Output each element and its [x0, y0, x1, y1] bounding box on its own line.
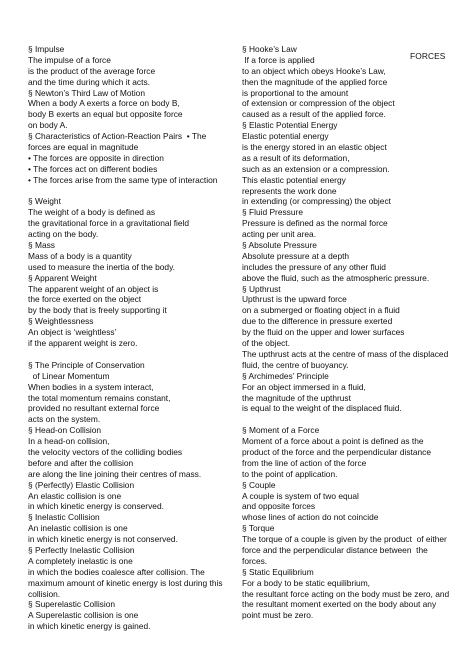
- right-section-heading: § Hooke’s Law: [242, 44, 297, 54]
- right-text-line: then the magnitude of the applied force: [242, 76, 388, 87]
- left-text-column: [28, 44, 228, 632]
- left-section-heading: § Mass: [28, 240, 55, 251]
- right-section-heading: § Static Equilibrium: [242, 566, 314, 577]
- left-section-heading: § Weightlessness: [28, 316, 94, 327]
- right-text-line: in extending (or compressing) the object: [242, 196, 391, 207]
- left-text-line: An object is ‘weightless’: [28, 327, 117, 338]
- right-section-heading: § Absolute Pressure: [242, 240, 317, 251]
- right-text-line: by the fluid on the upper and lower surfaces: [242, 327, 405, 338]
- right-section-heading: § Torque: [242, 523, 275, 534]
- left-text-line: When a body A exerts a force on body B,: [28, 98, 180, 109]
- left-text-line: the force exerted on the object: [28, 294, 142, 305]
- right-text-line: as a result of its deformation,: [242, 152, 350, 163]
- blank-line: [28, 349, 228, 360]
- right-text-column: [242, 44, 452, 621]
- left-text-line: • The forces arise from the same type of interaction: [28, 174, 218, 185]
- left-text-line: in which the bodies coalesce after collision. The: [28, 566, 205, 577]
- right-text-line: of extension or compression of the object: [242, 98, 395, 109]
- right-section-heading: § Couple: [242, 479, 276, 490]
- left-text-line: before and after the collision: [28, 457, 134, 468]
- left-section-heading: § Characteristics of Action-Reaction Pairs • The: [28, 131, 207, 142]
- left-text-line: on body A.: [28, 120, 68, 131]
- right-text-line: and opposite forces: [242, 501, 316, 512]
- left-section-heading: § Impulse: [28, 44, 65, 54]
- left-text-line: collision.: [28, 588, 61, 599]
- right-text-line: Moment of a force about a point is defined as the: [242, 436, 424, 447]
- left-text-line: in which kinetic energy is not conserved.: [28, 534, 178, 545]
- left-section-heading: § The Principle of Conservation: [28, 359, 145, 370]
- right-text-line: above the fluid, such as the atmospheric pressure.: [242, 272, 430, 283]
- right-text-line: If a force is applied: [242, 54, 315, 65]
- left-section-heading: § Perfectly Inelastic Collision: [28, 544, 135, 555]
- left-text-line: provided no resultant external force: [28, 403, 160, 414]
- left-section-heading: § (Perfectly) Elastic Collision: [28, 479, 135, 490]
- right-text-line: of the object.: [242, 338, 290, 349]
- left-text-line: In a head-on collision,: [28, 436, 110, 447]
- right-section-heading: § Upthrust: [242, 283, 281, 294]
- left-text-line: maximum amount of kinetic energy is lost during this: [28, 577, 223, 588]
- left-text-line: in which kinetic energy is conserved.: [28, 501, 164, 512]
- right-text-line: to an object which obeys Hooke’s Law,: [242, 65, 386, 76]
- right-text-line: Upthrust is the upward force: [242, 294, 347, 305]
- right-text-line: due to the difference in pressure exerted: [242, 316, 393, 327]
- left-text-line: forces are equal in magnitude: [28, 142, 139, 153]
- page-header-title: FORCES: [410, 51, 446, 61]
- right-text-line: is proportional to the amount: [242, 87, 349, 98]
- left-text-line: A completely inelastic is one: [28, 555, 133, 566]
- left-section-heading: § Superelastic Collision: [28, 599, 116, 610]
- right-text-line: the resultant force acting on the body must be zero, and: [242, 588, 450, 599]
- left-text-line: The weight of a body is defined as: [28, 207, 156, 218]
- right-text-line: Elastic potential energy: [242, 131, 329, 142]
- blank-line: [28, 186, 228, 197]
- left-text-line: A Superelastic collision is one: [28, 610, 139, 621]
- left-section-heading: § Newton’s Third Law of Motion: [28, 87, 145, 98]
- right-text-line: fluid, the centre of buoyancy.: [242, 359, 349, 370]
- left-text-line: of Linear Momentum: [28, 370, 110, 381]
- left-text-line: When bodies in a system interact,: [28, 381, 154, 392]
- left-text-line: body B exerts an equal but opposite force: [28, 109, 183, 120]
- right-text-line: is equal to the weight of the displaced fluid.: [242, 403, 402, 414]
- left-section-heading: § Weight: [28, 196, 61, 207]
- left-text-line: The impulse of a force: [28, 54, 111, 65]
- right-section-heading: § Moment of a Force: [242, 425, 320, 436]
- right-text-line: Pressure is defined as the normal force: [242, 218, 388, 229]
- right-text-line: the resultant moment exerted on the body about any: [242, 599, 437, 610]
- left-text-line: are along the line joining their centres of mass.: [28, 468, 202, 479]
- right-text-line: This elastic potential energy: [242, 174, 346, 185]
- left-text-line: • The forces act on different bodies: [28, 163, 158, 174]
- left-section-heading: § Apparent Weight: [28, 272, 97, 283]
- right-text-line: on a submerged or floating object in a fluid: [242, 305, 400, 316]
- left-text-line: by the body that is freely supporting it: [28, 305, 167, 316]
- right-text-line: such as an extension or a compression.: [242, 163, 390, 174]
- right-text-line: forces.: [242, 555, 268, 566]
- right-text-line: from the line of action of the force: [242, 457, 367, 468]
- right-text-line: The upthrust acts at the centre of mass of the displaced: [242, 348, 449, 359]
- left-text-line: the gravitational force in a gravitational field: [28, 218, 190, 229]
- right-text-line: represents the work done: [242, 185, 337, 196]
- left-text-line: the velocity vectors of the colliding bodies: [28, 446, 183, 457]
- left-text-line: if the apparent weight is zero.: [28, 338, 138, 349]
- right-text-line: For an object immersed in a fluid,: [242, 381, 366, 392]
- right-section-heading: § Fluid Pressure: [242, 207, 303, 218]
- left-text-line: Mass of a body is a quantity: [28, 250, 132, 261]
- right-section-heading: § Archimedes’ Principle: [242, 370, 329, 381]
- left-text-line: acting on the body.: [28, 229, 99, 240]
- left-text-line: the total momentum remains constant,: [28, 392, 171, 403]
- left-text-line: is the product of the average force: [28, 65, 156, 76]
- right-text-line: the magnitude of the upthrust: [242, 392, 351, 403]
- right-text-line: The torque of a couple is given by the product of either: [242, 534, 447, 545]
- right-text-line: acting per unit area.: [242, 229, 317, 240]
- left-text-line: The apparent weight of an object is: [28, 283, 159, 294]
- left-section-heading: § Head-on Collision: [28, 425, 102, 436]
- right-text-line: force and the perpendicular distance between the: [242, 544, 428, 555]
- left-text-line: • The forces are opposite in direction: [28, 152, 164, 163]
- right-text-line: A couple is system of two equal: [242, 490, 359, 501]
- right-text-line: is the energy stored in an elastic object: [242, 142, 387, 153]
- left-text-line: and the time during which it acts.: [28, 76, 150, 87]
- left-text-line: An inelastic collision is one: [28, 523, 128, 534]
- right-text-line: product of the force and the perpendicular distance: [242, 446, 432, 457]
- left-text-line: in which kinetic energy is gained.: [28, 621, 151, 632]
- right-text-line: whose lines of action do not coincide: [242, 512, 379, 523]
- right-text-line: Absolute pressure at a depth: [242, 250, 350, 261]
- right-text-line: caused as a result of the applied force.: [242, 109, 386, 120]
- right-text-line: includes the pressure of any other fluid: [242, 261, 386, 272]
- left-text-line: acts on the system.: [28, 414, 101, 425]
- blank-line: [242, 414, 452, 425]
- left-section-heading: § Inelastic Collision: [28, 512, 100, 523]
- left-text-line: used to measure the inertia of the body.: [28, 261, 175, 272]
- right-text-line: to the point of application.: [242, 468, 338, 479]
- right-section-heading: § Elastic Potential Energy: [242, 120, 338, 131]
- left-text-line: An elastic collision is one: [28, 490, 122, 501]
- right-text-line: For a body to be static equilibrium,: [242, 577, 371, 588]
- right-text-line: point must be zero.: [242, 610, 314, 621]
